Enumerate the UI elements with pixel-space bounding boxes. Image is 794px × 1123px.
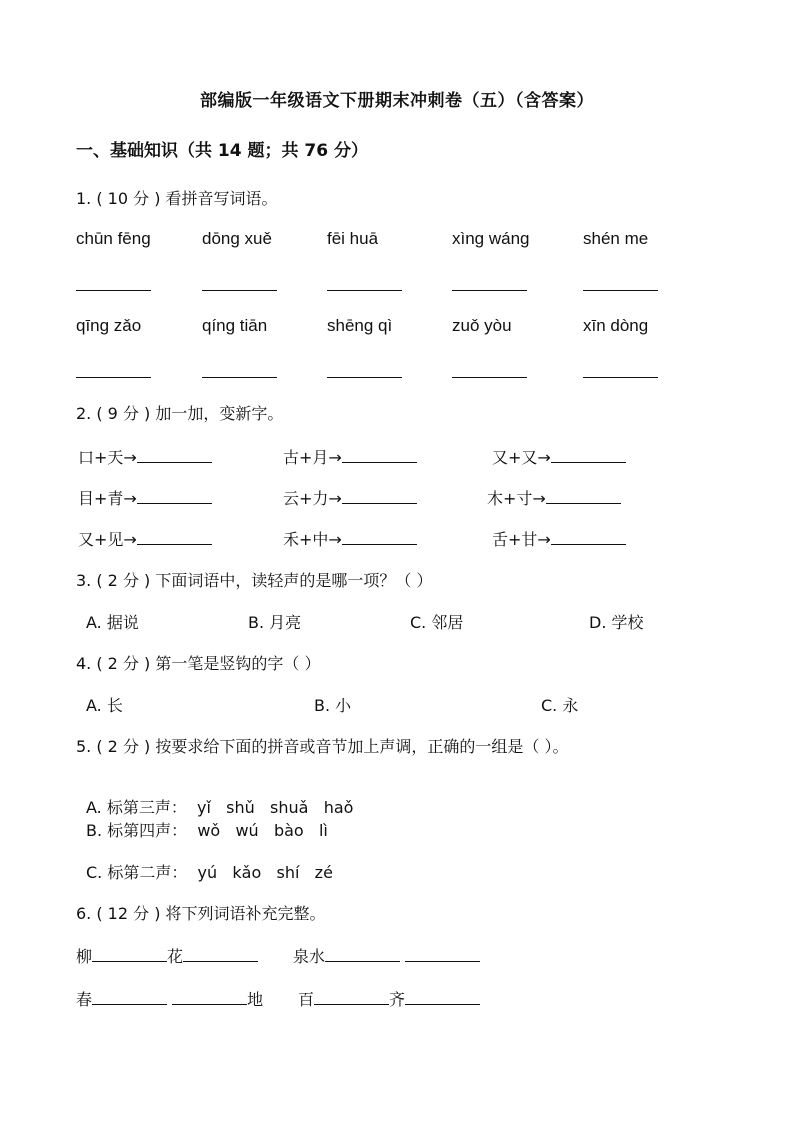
idiom-char: 地 bbox=[247, 990, 264, 1009]
answer-blank[interactable] bbox=[452, 363, 527, 378]
combine-item bbox=[283, 527, 417, 550]
answer-blank[interactable] bbox=[583, 363, 658, 378]
section-heading: 一、基础知识（共 14 题；共 76 分） bbox=[76, 141, 368, 161]
answer-blank[interactable] bbox=[137, 448, 212, 463]
question-3-heading: 3. ( 2 分 ) 下面词语中，读轻声的是哪一项？（ ） bbox=[76, 571, 433, 590]
pinyin-item: xìng wáng bbox=[452, 229, 530, 248]
answer-blank[interactable] bbox=[327, 363, 402, 378]
answer-blank[interactable] bbox=[452, 276, 527, 291]
pinyin-item: shén me bbox=[583, 229, 649, 248]
answer-blank[interactable] bbox=[325, 947, 400, 962]
combine-item bbox=[492, 527, 626, 550]
option-b[interactable]: B. 标第四声： wǒ wú bào lì bbox=[86, 821, 328, 840]
answer-blank[interactable] bbox=[342, 530, 417, 545]
answer-blank[interactable] bbox=[92, 990, 167, 1005]
answer-blank[interactable] bbox=[202, 276, 277, 291]
answer-blank[interactable] bbox=[551, 448, 626, 463]
answer-blank[interactable] bbox=[172, 990, 247, 1005]
combine-item bbox=[78, 486, 212, 509]
question-5-heading: 5. ( 2 分 ) 按要求给下面的拼音或音节加上声调，正确的一组是（ ）。 bbox=[76, 737, 569, 756]
option-c[interactable]: C. 标第二声： yú kǎo shí zé bbox=[86, 863, 333, 882]
combine-label: 禾+中→ bbox=[283, 530, 342, 549]
option-b[interactable]: B. 月亮 bbox=[248, 613, 302, 632]
idiom-char: 春 bbox=[76, 990, 93, 1009]
pinyin-item: dōng xuě bbox=[202, 229, 272, 248]
option-c[interactable]: C. 永 bbox=[541, 696, 579, 715]
combine-label: 舌+甘→ bbox=[492, 530, 551, 549]
answer-blank[interactable] bbox=[342, 448, 417, 463]
answer-blank[interactable] bbox=[76, 276, 151, 291]
answer-blank[interactable] bbox=[92, 947, 167, 962]
answer-blank[interactable] bbox=[551, 530, 626, 545]
idiom-item bbox=[76, 944, 258, 967]
pinyin-item: xīn dòng bbox=[583, 316, 649, 335]
combine-item bbox=[283, 445, 417, 468]
pinyin-item: qíng tiān bbox=[202, 316, 268, 335]
idiom-item bbox=[293, 944, 480, 967]
combine-item bbox=[487, 486, 621, 509]
page-title: 部编版一年级语文下册期末冲刺卷（五）（含答案） bbox=[200, 91, 594, 111]
combine-item bbox=[492, 445, 626, 468]
idiom-char: 泉水 bbox=[293, 947, 326, 966]
question-6-heading: 6. ( 12 分 ) 将下列词语补充完整。 bbox=[76, 904, 326, 923]
option-a[interactable]: A. 据说 bbox=[86, 613, 139, 632]
answer-blank[interactable] bbox=[76, 363, 151, 378]
combine-item bbox=[283, 486, 417, 509]
combine-item bbox=[78, 445, 212, 468]
pinyin-item: qīng zǎo bbox=[76, 316, 142, 335]
question-1-heading: 1. ( 10 分 ) 看拼音写词语。 bbox=[76, 189, 278, 208]
combine-label: 木+寸→ bbox=[487, 489, 546, 508]
option-b[interactable]: B. 小 bbox=[314, 696, 352, 715]
idiom-char: 百 bbox=[298, 990, 315, 1009]
combine-item bbox=[78, 527, 212, 550]
combine-label: 目+青→ bbox=[78, 489, 137, 508]
pinyin-item: zuǒ yòu bbox=[452, 316, 512, 335]
answer-blank[interactable] bbox=[314, 990, 389, 1005]
combine-label: 古+月→ bbox=[283, 448, 342, 467]
answer-blank[interactable] bbox=[583, 276, 658, 291]
idiom-char: 花 bbox=[167, 947, 184, 966]
answer-blank[interactable] bbox=[342, 489, 417, 504]
pinyin-item: fēi huā bbox=[327, 229, 379, 248]
question-4-heading: 4. ( 2 分 ) 第一笔是竖钩的字（ ） bbox=[76, 654, 321, 673]
combine-label: 又+又→ bbox=[492, 448, 551, 467]
answer-blank[interactable] bbox=[137, 530, 212, 545]
answer-blank[interactable] bbox=[405, 947, 480, 962]
idiom-char: 柳 bbox=[76, 947, 93, 966]
answer-blank[interactable] bbox=[405, 990, 480, 1005]
answer-blank[interactable] bbox=[137, 489, 212, 504]
option-c[interactable]: C. 邻居 bbox=[410, 613, 464, 632]
answer-blank[interactable] bbox=[327, 276, 402, 291]
answer-blank[interactable] bbox=[183, 947, 258, 962]
option-a[interactable]: A. 长 bbox=[86, 696, 123, 715]
combine-label: 又+见→ bbox=[78, 530, 137, 549]
pinyin-item: chūn fēng bbox=[76, 229, 151, 248]
answer-blank[interactable] bbox=[202, 363, 277, 378]
idiom-item bbox=[298, 987, 480, 1010]
idiom-item bbox=[76, 987, 263, 1010]
question-2-heading: 2. ( 9 分 ) 加一加，变新字。 bbox=[76, 404, 284, 423]
option-d[interactable]: D. 学校 bbox=[589, 613, 644, 632]
idiom-char: 齐 bbox=[389, 990, 406, 1009]
combine-label: 口+天→ bbox=[78, 448, 137, 467]
option-a[interactable]: A. 标第三声： yǐ shǔ shuǎ haǒ bbox=[86, 798, 354, 817]
combine-label: 云+力→ bbox=[283, 489, 342, 508]
pinyin-item: shēng qì bbox=[327, 316, 393, 335]
answer-blank[interactable] bbox=[546, 489, 621, 504]
